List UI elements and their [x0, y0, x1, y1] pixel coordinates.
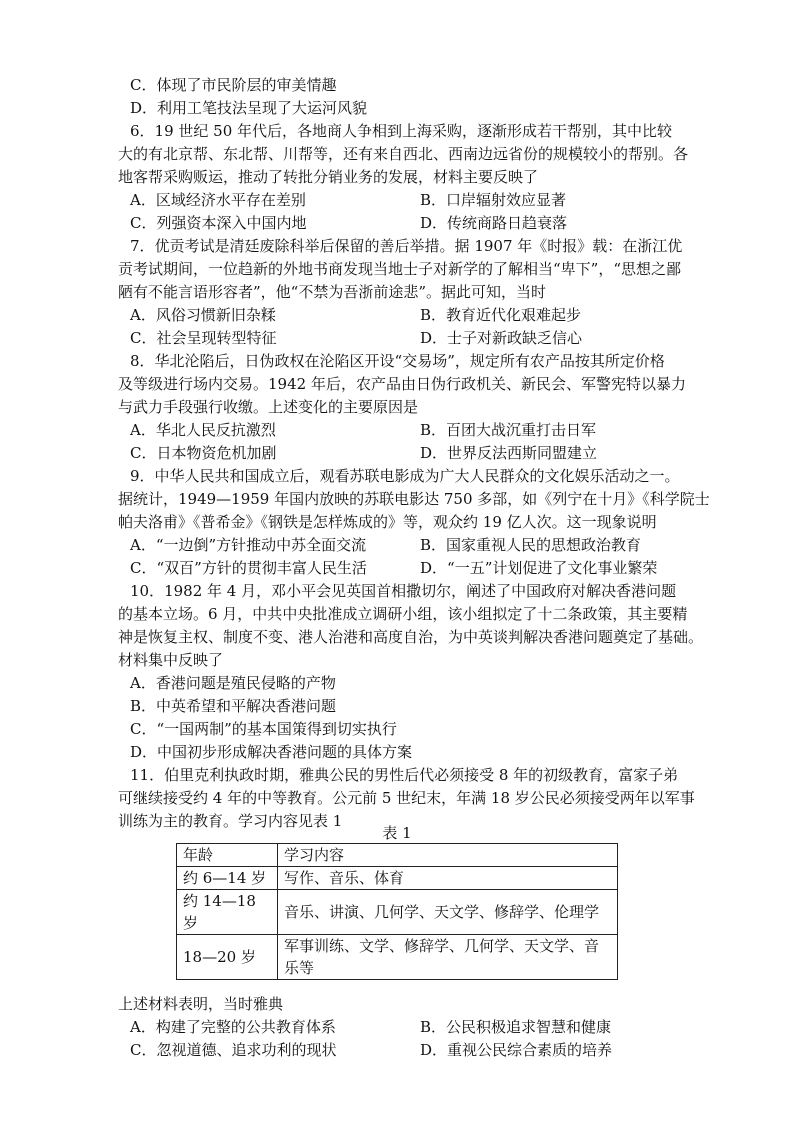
answer-option: A．“一边倒”方针推动中苏全面交流 [130, 536, 367, 554]
answer-option: B．口岸辐射效应显著 [420, 191, 567, 209]
answer-option: A．构建了完整的公共教育体系 [130, 1018, 336, 1036]
table-header-row [177, 844, 618, 867]
answer-option: B．国家重视人民的思想政治教育 [420, 536, 642, 554]
text-line: 地客帮采购贩运，推动了转批分销业务的发展，材料主要反映了 [118, 168, 539, 186]
answer-option: B．教育近代化艰难起步 [420, 306, 582, 324]
text-line: D．利用工笔技法呈现了大运河风貌 [130, 99, 368, 117]
answer-option: A．风俗习惯新旧杂糅 [130, 306, 276, 324]
answer-option: A．华北人民反抗激烈 [130, 421, 276, 439]
text-line: 陋有不能言语形容者”，他“不禁为吾浙前途悲”。据此可知，当时 [118, 283, 547, 301]
text-line: 及等级进行场内交易。1942 年后，农产品由日伪行政机关、新民会、军警宪特以暴力 [118, 375, 686, 393]
text-line: 6．19 世纪 50 年代后，各地商人争相到上海采购，逐渐形成若干帮别，其中比较 [130, 122, 673, 140]
answer-option: D．传统商路日趋衰落 [420, 214, 568, 232]
text-line: 材料集中反映了 [118, 651, 224, 669]
text-line: 神是恢复主权、制度不变、港人治港和高度自治，为中英谈判解决香港问题奠定了基础。 [118, 628, 704, 646]
table-cell-age: 18—20 岁 [177, 935, 278, 980]
answer-option: A．区域经济水平存在差别 [130, 191, 306, 209]
table-cell-content: 军事训练、文学、修辞学、几何学、天文学、音乐等 [278, 935, 618, 980]
answer-option: C．忽视道德、追求功利的现状 [130, 1041, 337, 1059]
answer-option: B．公民积极追求智慧和健康 [420, 1018, 612, 1036]
table-row [177, 935, 618, 980]
text-line: 的基本立场。6 月，中共中央批准成立调研小组，该小组拟定了十二条政策，其主要精 [118, 605, 688, 623]
table-cell-content: 音乐、讲演、几何学、天文学、修辞学、伦理学 [278, 890, 618, 935]
table-row [177, 890, 618, 935]
table-caption: 表 1 [382, 824, 412, 842]
text-line: 帕夫洛甫》《普希金》《钢铁是怎样炼成的》等，观众约 19 亿人次。这一现象说明 [118, 513, 657, 531]
text-line: C．体现了市民阶层的审美情趣 [130, 76, 337, 94]
text-line: 据统计，1949—1959 年国内放映的苏联电影达 750 多部，如《列宁在十月》《科学院士 [118, 490, 710, 508]
text-line: 贡考试期间，一位趋新的外地书商发现当地士子对新学的了解相当“卑下”，“思想之鄙 [118, 260, 682, 278]
text-line: 9．中华人民共和国成立后，观看苏联电影成为广大人民群众的文化娱乐活动之一。 [130, 467, 680, 485]
table-cell-age: 约 6—14 岁 [177, 867, 278, 890]
text-line: 11．伯里克利执政时期，雅典公民的男性后代必须接受 8 年的初级教育，富家子弟 [130, 766, 679, 784]
text-line: 上述材料表明，当时雅典 [118, 995, 284, 1013]
answer-option: D．“一五”计划促进了文化事业繁荣 [420, 559, 658, 577]
table-header-cell: 学习内容 [278, 844, 618, 867]
answer-option: C．“双百”方针的贯彻丰富人民生活 [130, 559, 367, 577]
table-header-cell: 年龄 [177, 844, 278, 867]
table-row [177, 867, 618, 890]
table-cell-age: 约 14—18 岁 [177, 890, 278, 935]
text-line: 8．华北沦陷后，日伪政权在沦陷区开设“交易场”，规定所有农产品按其所定价格 [130, 352, 665, 370]
answer-option: B．百团大战沉重打击日军 [420, 421, 597, 439]
answer-option: C．日本物资危机加剧 [130, 444, 277, 462]
answer-option: C．列强资本深入中国内地 [130, 214, 307, 232]
text-line: 10．1982 年 4 月，邓小平会见英国首相撒切尔，阐述了中国政府对解决香港问题 [130, 582, 677, 600]
text-line: D．中国初步形成解决香港问题的具体方案 [130, 743, 413, 761]
text-line: A．香港问题是殖民侵略的产物 [130, 674, 336, 692]
text-line: 可继续接受约 4 年的中等教育。公元前 5 世纪末，年满 18 岁公民必须接受两年以军事 [118, 789, 695, 807]
answer-option: D．重视公民综合素质的培养 [420, 1041, 613, 1059]
answer-option: C．社会呈现转型特征 [130, 329, 277, 347]
text-line: 大的有北京帮、东北帮、川帮等，还有来自西北、西南边远省份的规模较小的帮别。各 [118, 145, 689, 163]
answer-option: D．世界反法西斯同盟建立 [420, 444, 598, 462]
text-line: C．“一国两制”的基本国策得到切实执行 [130, 720, 397, 738]
answer-option: D．士子对新政缺乏信心 [420, 329, 583, 347]
study-content-table [176, 843, 618, 980]
text-line: B．中英希望和平解决香港问题 [130, 697, 337, 715]
text-line: 与武力手段强行收缴。上述变化的主要原因是 [118, 398, 419, 416]
table-cell-content: 写作、音乐、体育 [278, 867, 618, 890]
text-line: 7．优贡考试是清廷废除科举后保留的善后举措。据 1907 年《时报》载：在浙江优 [130, 237, 683, 255]
text-line: 训练为主的教育。学习内容见表 1 [118, 812, 343, 830]
